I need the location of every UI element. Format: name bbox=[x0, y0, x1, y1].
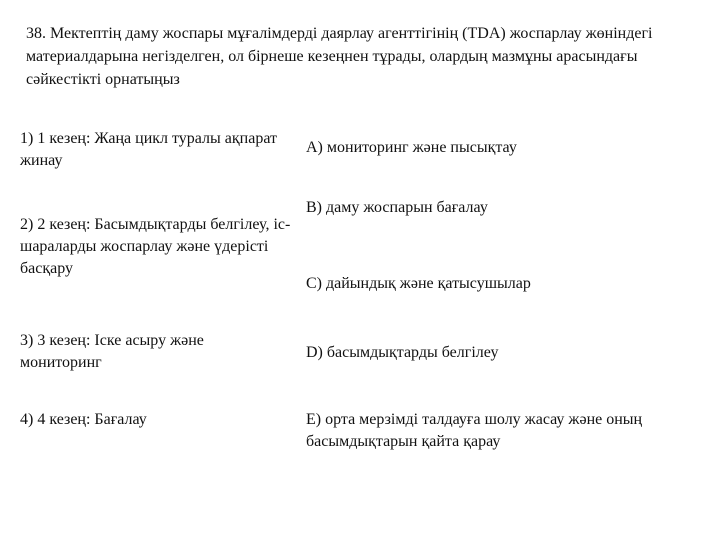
option-a: A) мониторинг және пысықтау bbox=[306, 139, 517, 156]
stage-item-2: 2) 2 кезең: Басымдықтарды белгілеу, іс-шараларды жоспарлау және үдерісті басқару bbox=[20, 216, 291, 277]
stage-item-3: 3) 3 кезең: Іске асыру және мониторинг bbox=[20, 332, 204, 371]
stage-item-1: 1) 1 кезең: Жаңа цикл туралы ақпарат жинау bbox=[20, 130, 277, 169]
question-text: 38. Мектептің даму жоспары мұғалімдерді даярлау агенттігінің (TDA) жоспарлау жөніндегі материалдарына негізделген, ол бірнеше кезеңнен тұрады, олардың мазмұны арасындағы сәйкестікті орнатыңыз bbox=[26, 25, 653, 88]
option-d: D) басымдықтарды белгілеу bbox=[306, 344, 499, 361]
option-c: C) дайындық және қатысушылар bbox=[306, 275, 531, 292]
option-e: E) орта мерзімді талдауға шолу жасау және оның басымдықтарын қайта қарау bbox=[306, 411, 643, 450]
option-b: B) даму жоспарын бағалау bbox=[306, 199, 488, 216]
stage-item-4: 4) 4 кезең: Бағалау bbox=[20, 411, 147, 428]
